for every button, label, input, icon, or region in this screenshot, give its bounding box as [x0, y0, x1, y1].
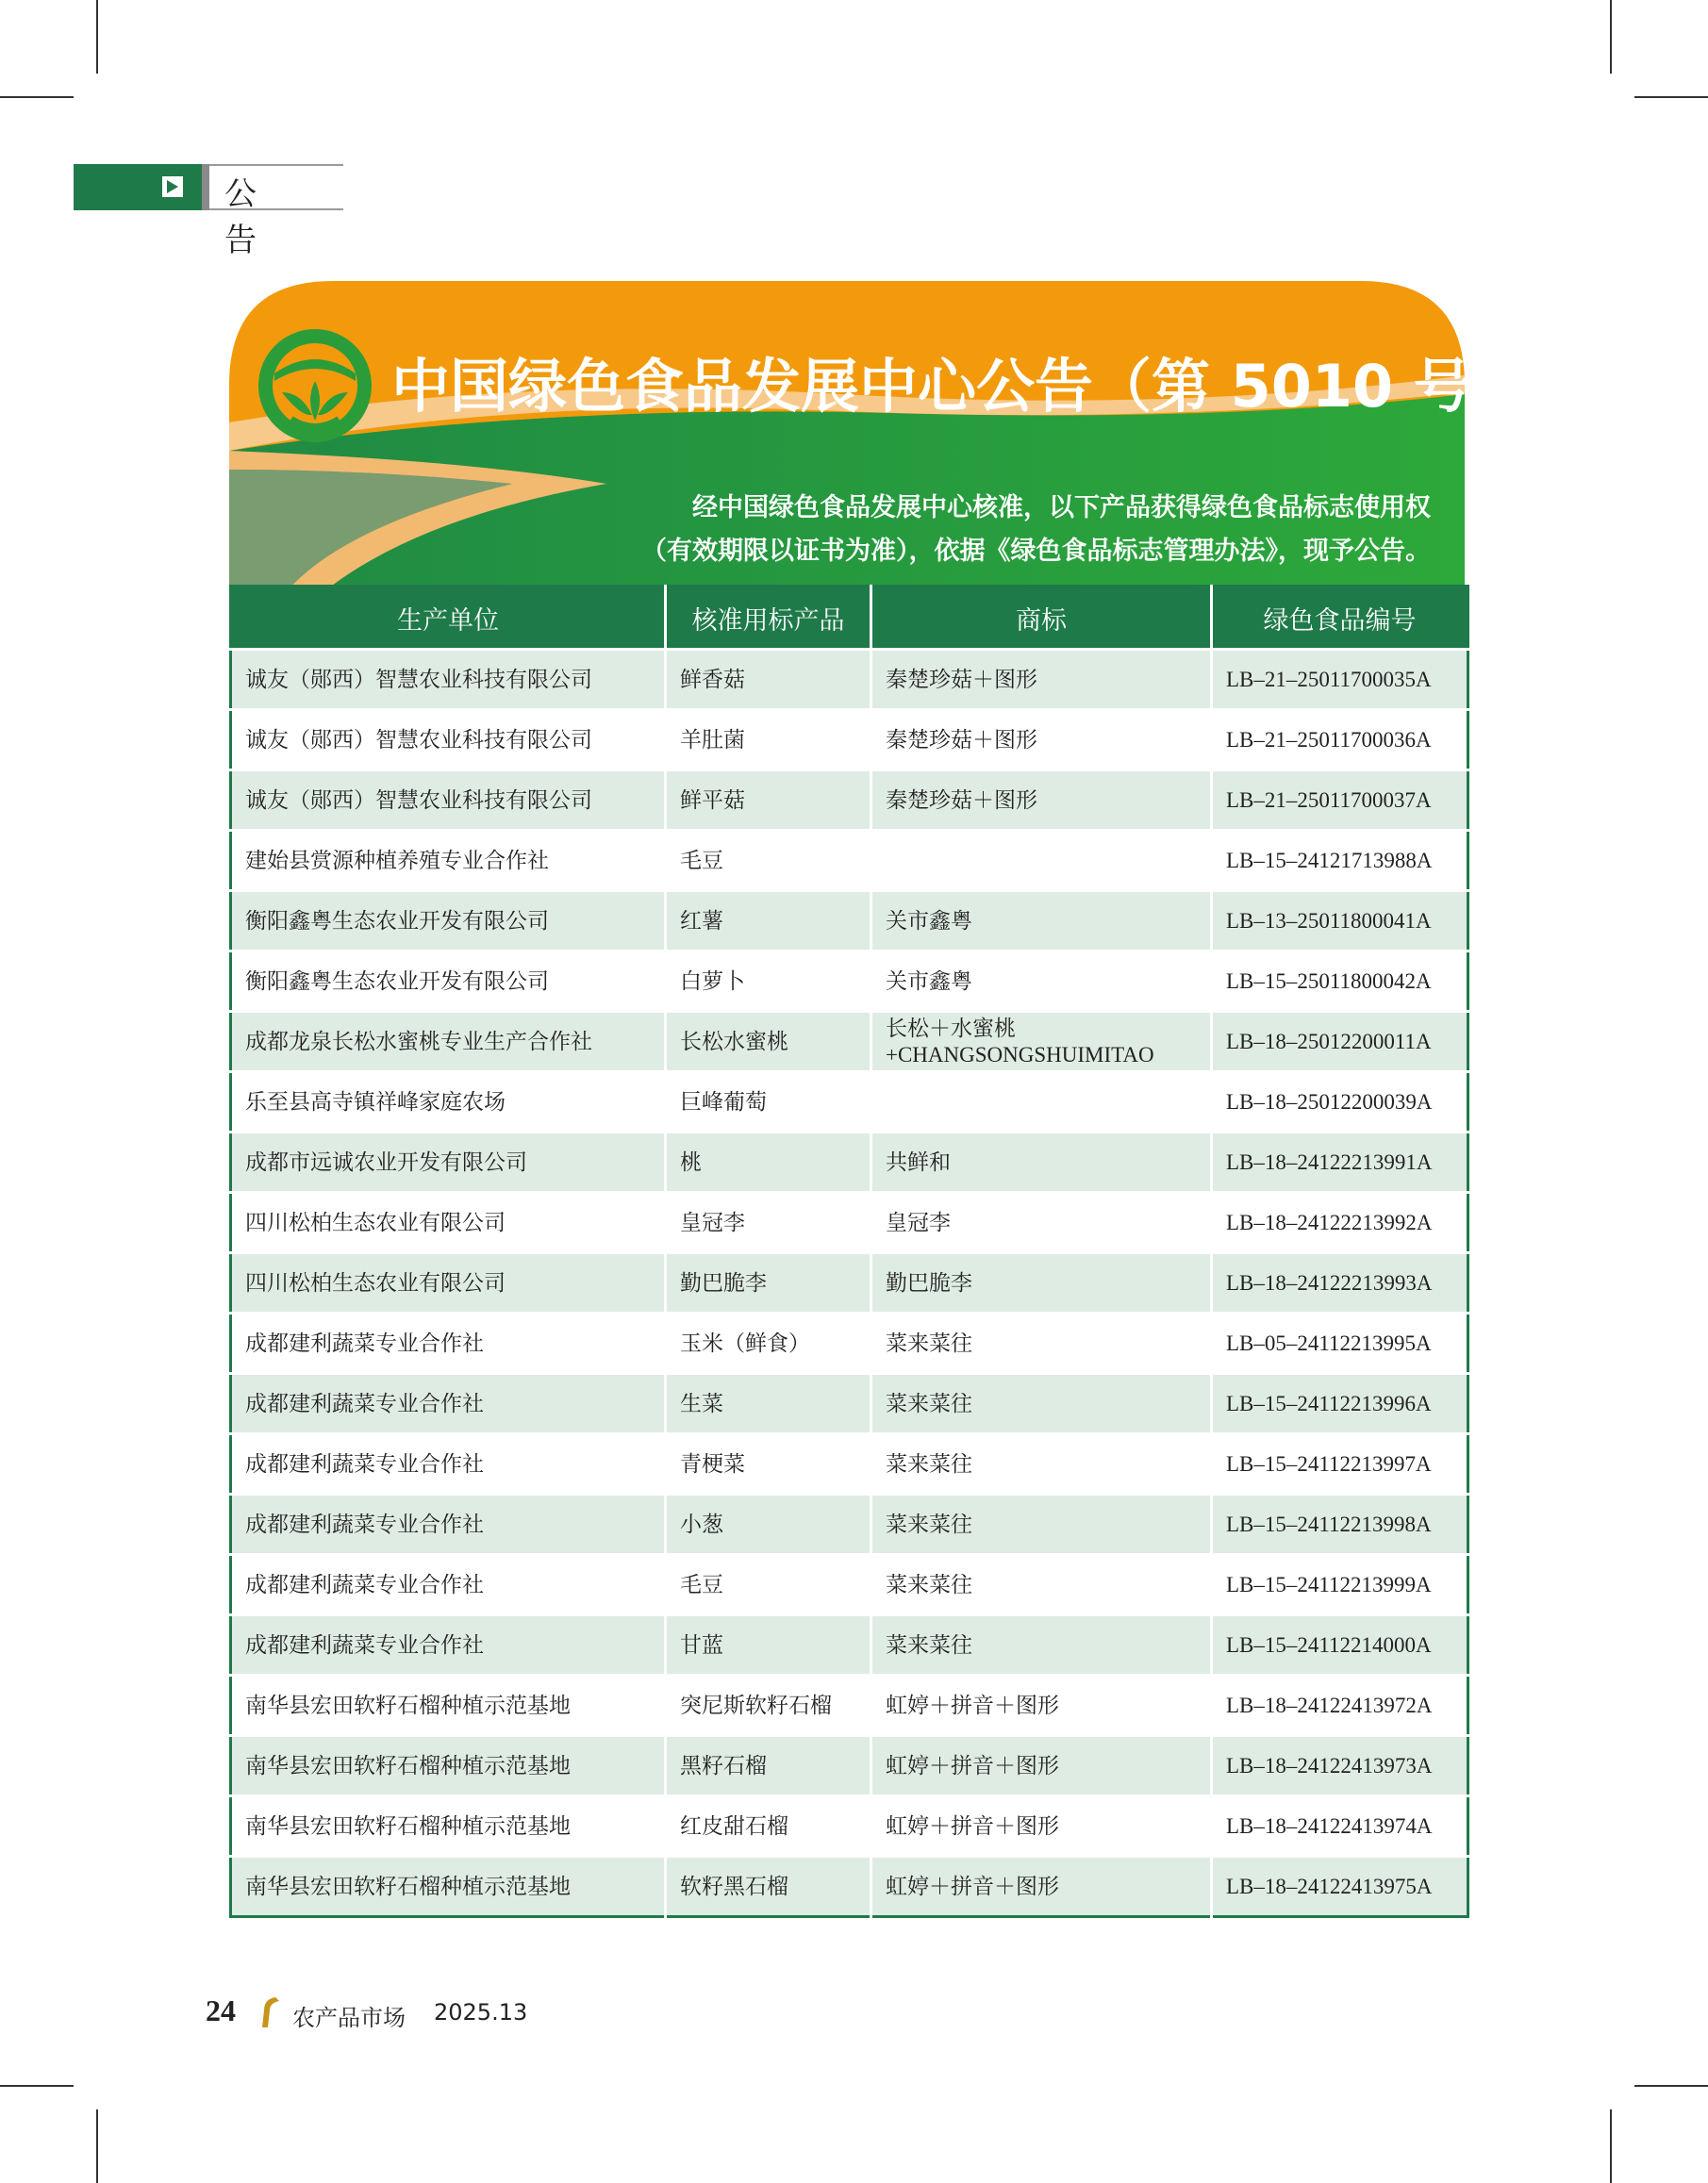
product-cell: 甘蓝: [666, 1615, 871, 1676]
table-row: [231, 1796, 1468, 1857]
product-cell: 皇冠李: [666, 1193, 871, 1253]
table-row: [231, 951, 1468, 1012]
code-cell: LB–18–24122213992A: [1212, 1193, 1468, 1253]
crop-mark: [1634, 96, 1708, 98]
code-cell: LB–15–24112213999A: [1212, 1555, 1468, 1615]
table-row: [231, 831, 1468, 891]
table-row: [231, 1374, 1468, 1434]
producer-cell: 成都市远诚农业开发有限公司: [231, 1133, 666, 1193]
trademark-cell: 虹婷＋拼音＋图形: [871, 1736, 1212, 1796]
section-tag: [74, 164, 343, 259]
table-row: [231, 1434, 1468, 1495]
product-cell: 毛豆: [666, 831, 871, 891]
code-cell: LB–21–25011700037A: [1212, 770, 1468, 831]
trademark-cell: 虹婷＋拼音＋图形: [871, 1796, 1212, 1857]
trademark-cell: 菜来菜往: [871, 1314, 1212, 1374]
code-cell: LB–15–24112214000A: [1212, 1615, 1468, 1676]
crop-mark: [96, 2109, 98, 2183]
table-row: [231, 1012, 1468, 1072]
producer-cell: 四川松柏生态农业有限公司: [231, 1193, 666, 1253]
intro-line: 经中国绿色食品发展中心核准，以下产品获得绿色食品标志使用权: [692, 493, 1431, 522]
play-icon: [162, 176, 183, 197]
trademark-line: +CHANGSONGSHUIMITAO: [886, 1042, 1154, 1067]
producer-cell: 衡阳鑫粤生态农业开发有限公司: [231, 891, 666, 951]
trademark-cell: [871, 831, 1212, 891]
trademark-cell: 关市鑫粤: [871, 891, 1212, 951]
producer-cell: 建始县赏源种植养殖专业合作社: [231, 831, 666, 891]
code-cell: LB–18–25012200039A: [1212, 1072, 1468, 1133]
code-cell: LB–18–24122413973A: [1212, 1736, 1468, 1796]
table-row: [231, 1072, 1468, 1133]
table-row: [231, 1314, 1468, 1374]
table-row: [231, 1253, 1468, 1314]
section-label: 公 告: [224, 175, 285, 259]
code-cell: LB–18–24122413972A: [1212, 1676, 1468, 1736]
code-cell: LB–15–24112213997A: [1212, 1434, 1468, 1495]
column-header: 生产单位: [231, 587, 666, 650]
trademark-cell: [871, 1012, 1212, 1072]
code-cell: LB–18–24122213991A: [1212, 1133, 1468, 1193]
producer-cell: 乐至县高寺镇祥峰家庭农场: [231, 1072, 666, 1133]
table-row: [231, 1555, 1468, 1615]
table-row: [231, 1495, 1468, 1555]
table-row: [231, 1676, 1468, 1736]
producer-cell: 成都建利蔬菜专业合作社: [231, 1555, 666, 1615]
announcement-banner: [229, 281, 1531, 592]
crop-mark: [1610, 2109, 1612, 2183]
magazine-logo-icon: [255, 1995, 281, 2029]
table-row: [231, 1857, 1468, 1917]
table-row: [231, 1615, 1468, 1676]
product-cell: 红皮甜石榴: [666, 1796, 871, 1857]
page-number: 24: [206, 1993, 236, 2027]
product-cell: 毛豆: [666, 1555, 871, 1615]
product-cell: 白萝卜: [666, 951, 871, 1012]
code-cell: LB–21–25011700035A: [1212, 650, 1468, 710]
code-cell: LB–18–24122213993A: [1212, 1253, 1468, 1314]
column-header: 商标: [871, 587, 1212, 650]
producer-cell: 诚友（郧西）智慧农业科技有限公司: [231, 650, 666, 710]
product-cell: 软籽黑石榴: [666, 1857, 871, 1917]
producer-cell: 成都建利蔬菜专业合作社: [231, 1314, 666, 1374]
crop-mark: [1634, 2085, 1708, 2087]
intro-line: （有效期限以证书为准），依据《绿色食品标志管理办法》，现予公告。: [641, 537, 1431, 566]
table-header-row: [231, 587, 1468, 650]
intro-text: [582, 487, 1431, 573]
product-cell: 巨峰葡萄: [666, 1072, 871, 1133]
producer-cell: 成都建利蔬菜专业合作社: [231, 1374, 666, 1434]
product-cell: 生菜: [666, 1374, 871, 1434]
magazine-issue: 2025.13: [434, 1999, 528, 2026]
producer-cell: 南华县宏田软籽石榴种植示范基地: [231, 1676, 666, 1736]
producer-cell: 成都建利蔬菜专业合作社: [231, 1615, 666, 1676]
magazine-name: 农产品市场: [292, 2005, 406, 2031]
producer-cell: 成都龙泉长松水蜜桃专业生产合作社: [231, 1012, 666, 1072]
producer-cell: 南华县宏田软籽石榴种植示范基地: [231, 1857, 666, 1917]
trademark-cell: 菜来菜往: [871, 1615, 1212, 1676]
producer-cell: 南华县宏田软籽石榴种植示范基地: [231, 1736, 666, 1796]
code-cell: LB–15–24112213996A: [1212, 1374, 1468, 1434]
section-tag-rule: [209, 164, 343, 166]
product-cell: 红薯: [666, 891, 871, 951]
banner-title: 中国绿色食品发展中心公告（第 5010 号）: [391, 352, 1531, 421]
trademark-cell: 菜来菜往: [871, 1555, 1212, 1615]
product-cell: 鲜平菇: [666, 770, 871, 831]
product-cell: 青梗菜: [666, 1434, 871, 1495]
table-row: [231, 770, 1468, 831]
product-cell: 羊肚菌: [666, 710, 871, 770]
trademark-cell: 秦楚珍菇＋图形: [871, 770, 1212, 831]
crop-mark: [0, 96, 74, 98]
table-row: [231, 1133, 1468, 1193]
producer-cell: 南华县宏田软籽石榴种植示范基地: [231, 1796, 666, 1857]
producer-cell: 衡阳鑫粤生态农业开发有限公司: [231, 951, 666, 1012]
crop-mark: [96, 0, 98, 74]
product-cell: 桃: [666, 1133, 871, 1193]
code-cell: LB–13–25011800041A: [1212, 891, 1468, 951]
trademark-cell: 勤巴脆李: [871, 1253, 1212, 1314]
code-cell: LB–05–24112213995A: [1212, 1314, 1468, 1374]
code-cell: LB–15–25011800042A: [1212, 951, 1468, 1012]
code-cell: LB–18–24122413975A: [1212, 1857, 1468, 1917]
trademark-cell: 菜来菜往: [871, 1434, 1212, 1495]
trademark-cell: 皇冠李: [871, 1193, 1212, 1253]
trademark-line: 长松＋水蜜桃: [886, 1016, 1016, 1041]
crop-mark: [0, 2085, 74, 2087]
product-cell: 玉米（鲜食）: [666, 1314, 871, 1374]
section-tag-divider: [202, 164, 209, 210]
trademark-cell: 秦楚珍菇＋图形: [871, 710, 1212, 770]
producer-cell: 诚友（郧西）智慧农业科技有限公司: [231, 770, 666, 831]
table-row: [231, 1193, 1468, 1253]
product-cell: 突尼斯软籽石榴: [666, 1676, 871, 1736]
trademark-cell: 共鲜和: [871, 1133, 1212, 1193]
trademark-cell: 秦楚珍菇＋图形: [871, 650, 1212, 710]
trademark-cell: 菜来菜往: [871, 1374, 1212, 1434]
producer-cell: 成都建利蔬菜专业合作社: [231, 1434, 666, 1495]
table-row: [231, 650, 1468, 710]
trademark-cell: 关市鑫粤: [871, 951, 1212, 1012]
product-cell: 勤巴脆李: [666, 1253, 871, 1314]
producer-cell: 诚友（郧西）智慧农业科技有限公司: [231, 710, 666, 770]
product-cell: 黑籽石榴: [666, 1736, 871, 1796]
product-cell: 长松水蜜桃: [666, 1012, 871, 1072]
trademark-cell: [871, 1072, 1212, 1133]
crop-mark: [1610, 0, 1612, 74]
code-cell: LB–18–25012200011A: [1212, 1012, 1468, 1072]
trademark-cell: 菜来菜往: [871, 1495, 1212, 1555]
column-header: 核准用标产品: [666, 587, 871, 650]
certification-table: [229, 585, 1467, 1918]
column-header: 绿色食品编号: [1212, 587, 1468, 650]
table-row: [231, 710, 1468, 770]
table-row: [231, 1736, 1468, 1796]
code-cell: LB–21–25011700036A: [1212, 710, 1468, 770]
producer-cell: 四川松柏生态农业有限公司: [231, 1253, 666, 1314]
code-cell: LB–15–24121713988A: [1212, 831, 1468, 891]
green-food-logo-icon: [254, 324, 376, 447]
table-row: [231, 891, 1468, 951]
trademark-cell: 虹婷＋拼音＋图形: [871, 1857, 1212, 1917]
producer-cell: 成都建利蔬菜专业合作社: [231, 1495, 666, 1555]
code-cell: LB–18–24122413974A: [1212, 1796, 1468, 1857]
product-cell: 小葱: [666, 1495, 871, 1555]
trademark-cell: 虹婷＋拼音＋图形: [871, 1676, 1212, 1736]
product-cell: 鲜香菇: [666, 650, 871, 710]
code-cell: LB–15–24112213998A: [1212, 1495, 1468, 1555]
